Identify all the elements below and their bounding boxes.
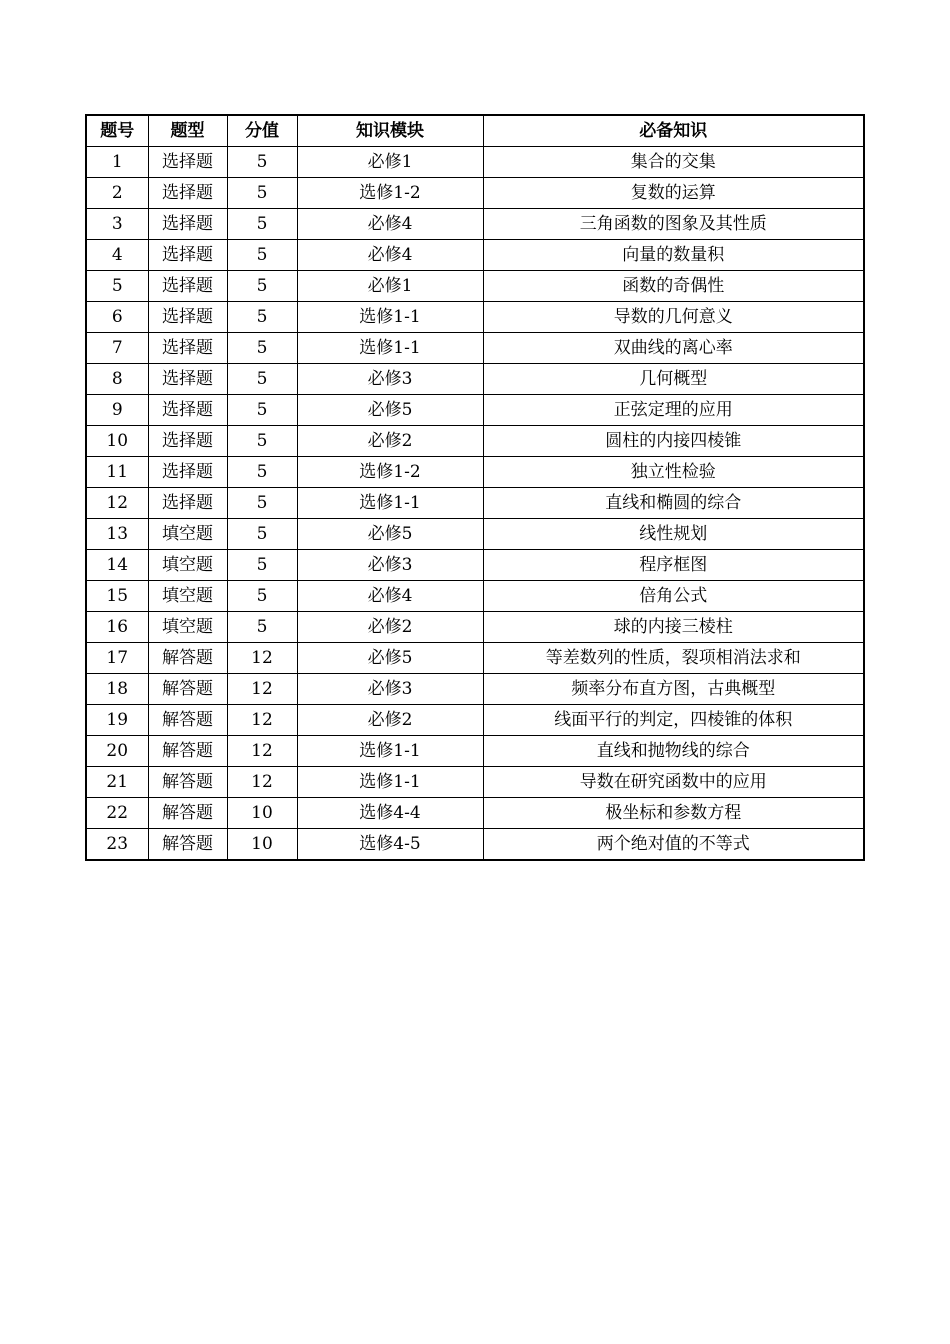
cell-required-knowledge: 向量的数量积 bbox=[483, 240, 864, 271]
cell-question-type: 填空题 bbox=[148, 519, 227, 550]
cell-required-knowledge: 极坐标和参数方程 bbox=[483, 798, 864, 829]
table-row bbox=[86, 395, 864, 426]
header-knowledge-module: 知识模块 bbox=[297, 115, 483, 147]
cell-question-number: 6 bbox=[86, 302, 148, 333]
cell-question-type: 选择题 bbox=[148, 364, 227, 395]
cell-question-number: 7 bbox=[86, 333, 148, 364]
cell-score: 5 bbox=[227, 333, 297, 364]
cell-question-type: 选择题 bbox=[148, 457, 227, 488]
table-row bbox=[86, 767, 864, 798]
table-row bbox=[86, 736, 864, 767]
cell-question-number: 16 bbox=[86, 612, 148, 643]
cell-required-knowledge: 直线和抛物线的综合 bbox=[483, 736, 864, 767]
cell-question-number: 17 bbox=[86, 643, 148, 674]
cell-question-type: 选择题 bbox=[148, 488, 227, 519]
cell-score: 5 bbox=[227, 209, 297, 240]
cell-question-number: 20 bbox=[86, 736, 148, 767]
cell-question-type: 填空题 bbox=[148, 612, 227, 643]
cell-question-type: 选择题 bbox=[148, 333, 227, 364]
cell-knowledge-module: 必修1 bbox=[297, 271, 483, 302]
cell-required-knowledge: 直线和椭圆的综合 bbox=[483, 488, 864, 519]
cell-question-type: 解答题 bbox=[148, 674, 227, 705]
cell-knowledge-module: 必修5 bbox=[297, 395, 483, 426]
cell-question-type: 填空题 bbox=[148, 581, 227, 612]
cell-question-number: 12 bbox=[86, 488, 148, 519]
table-row bbox=[86, 147, 864, 178]
cell-question-type: 选择题 bbox=[148, 178, 227, 209]
cell-knowledge-module: 选修4-5 bbox=[297, 829, 483, 861]
cell-score: 5 bbox=[227, 488, 297, 519]
table-row bbox=[86, 798, 864, 829]
table-row bbox=[86, 612, 864, 643]
table-row bbox=[86, 705, 864, 736]
cell-question-number: 2 bbox=[86, 178, 148, 209]
cell-question-type: 选择题 bbox=[148, 426, 227, 457]
cell-required-knowledge: 独立性检验 bbox=[483, 457, 864, 488]
cell-required-knowledge: 线性规划 bbox=[483, 519, 864, 550]
cell-question-number: 13 bbox=[86, 519, 148, 550]
cell-question-type: 选择题 bbox=[148, 395, 227, 426]
header-required-knowledge: 必备知识 bbox=[483, 115, 864, 147]
cell-question-number: 4 bbox=[86, 240, 148, 271]
header-question-number: 题号 bbox=[86, 115, 148, 147]
cell-required-knowledge: 双曲线的离心率 bbox=[483, 333, 864, 364]
cell-required-knowledge: 导数的几何意义 bbox=[483, 302, 864, 333]
cell-knowledge-module: 必修4 bbox=[297, 581, 483, 612]
cell-score: 5 bbox=[227, 581, 297, 612]
table-row bbox=[86, 674, 864, 705]
table-row bbox=[86, 643, 864, 674]
header-row bbox=[86, 115, 864, 147]
cell-score: 12 bbox=[227, 674, 297, 705]
header-score: 分值 bbox=[227, 115, 297, 147]
cell-score: 5 bbox=[227, 426, 297, 457]
table-row bbox=[86, 581, 864, 612]
table-row bbox=[86, 457, 864, 488]
cell-required-knowledge: 等差数列的性质，裂项相消法求和 bbox=[483, 643, 864, 674]
cell-score: 10 bbox=[227, 798, 297, 829]
table-row bbox=[86, 333, 864, 364]
cell-question-type: 解答题 bbox=[148, 798, 227, 829]
cell-knowledge-module: 选修1-2 bbox=[297, 178, 483, 209]
table-header bbox=[86, 115, 864, 147]
cell-question-number: 3 bbox=[86, 209, 148, 240]
cell-score: 5 bbox=[227, 395, 297, 426]
table-row bbox=[86, 240, 864, 271]
cell-required-knowledge: 球的内接三棱柱 bbox=[483, 612, 864, 643]
cell-required-knowledge: 几何概型 bbox=[483, 364, 864, 395]
cell-score: 12 bbox=[227, 736, 297, 767]
header-question-type: 题型 bbox=[148, 115, 227, 147]
table-row bbox=[86, 178, 864, 209]
cell-score: 5 bbox=[227, 240, 297, 271]
cell-score: 5 bbox=[227, 302, 297, 333]
cell-score: 5 bbox=[227, 147, 297, 178]
cell-required-knowledge: 函数的奇偶性 bbox=[483, 271, 864, 302]
cell-knowledge-module: 必修5 bbox=[297, 519, 483, 550]
cell-knowledge-module: 必修3 bbox=[297, 364, 483, 395]
cell-question-type: 解答题 bbox=[148, 767, 227, 798]
cell-knowledge-module: 选修1-1 bbox=[297, 302, 483, 333]
cell-required-knowledge: 正弦定理的应用 bbox=[483, 395, 864, 426]
cell-knowledge-module: 选修1-1 bbox=[297, 767, 483, 798]
cell-knowledge-module: 选修1-1 bbox=[297, 736, 483, 767]
cell-question-number: 11 bbox=[86, 457, 148, 488]
cell-required-knowledge: 集合的交集 bbox=[483, 147, 864, 178]
cell-question-number: 5 bbox=[86, 271, 148, 302]
cell-required-knowledge: 导数在研究函数中的应用 bbox=[483, 767, 864, 798]
table-row bbox=[86, 550, 864, 581]
cell-knowledge-module: 必修3 bbox=[297, 550, 483, 581]
cell-question-number: 21 bbox=[86, 767, 148, 798]
cell-score: 5 bbox=[227, 519, 297, 550]
cell-question-number: 15 bbox=[86, 581, 148, 612]
cell-knowledge-module: 必修2 bbox=[297, 426, 483, 457]
cell-knowledge-module: 必修2 bbox=[297, 612, 483, 643]
cell-question-number: 1 bbox=[86, 147, 148, 178]
cell-score: 5 bbox=[227, 612, 297, 643]
cell-knowledge-module: 选修4-4 bbox=[297, 798, 483, 829]
cell-question-number: 10 bbox=[86, 426, 148, 457]
table-row bbox=[86, 364, 864, 395]
cell-knowledge-module: 必修4 bbox=[297, 209, 483, 240]
cell-question-number: 9 bbox=[86, 395, 148, 426]
cell-score: 12 bbox=[227, 643, 297, 674]
cell-question-number: 18 bbox=[86, 674, 148, 705]
cell-required-knowledge: 程序框图 bbox=[483, 550, 864, 581]
table-row bbox=[86, 426, 864, 457]
table-row bbox=[86, 829, 864, 861]
cell-knowledge-module: 必修5 bbox=[297, 643, 483, 674]
table-row bbox=[86, 271, 864, 302]
cell-question-number: 22 bbox=[86, 798, 148, 829]
cell-question-number: 19 bbox=[86, 705, 148, 736]
table-body bbox=[86, 147, 864, 861]
cell-knowledge-module: 必修2 bbox=[297, 705, 483, 736]
cell-score: 12 bbox=[227, 767, 297, 798]
cell-required-knowledge: 三角函数的图象及其性质 bbox=[483, 209, 864, 240]
cell-required-knowledge: 频率分布直方图，古典概型 bbox=[483, 674, 864, 705]
table-row bbox=[86, 488, 864, 519]
cell-question-type: 解答题 bbox=[148, 736, 227, 767]
cell-score: 5 bbox=[227, 271, 297, 302]
cell-score: 5 bbox=[227, 178, 297, 209]
table-row bbox=[86, 519, 864, 550]
cell-question-type: 填空题 bbox=[148, 550, 227, 581]
cell-question-type: 选择题 bbox=[148, 209, 227, 240]
cell-knowledge-module: 选修1-1 bbox=[297, 488, 483, 519]
cell-score: 5 bbox=[227, 457, 297, 488]
cell-question-type: 解答题 bbox=[148, 705, 227, 736]
cell-question-type: 选择题 bbox=[148, 271, 227, 302]
cell-question-type: 选择题 bbox=[148, 240, 227, 271]
cell-knowledge-module: 选修1-2 bbox=[297, 457, 483, 488]
cell-required-knowledge: 线面平行的判定，四棱锥的体积 bbox=[483, 705, 864, 736]
cell-required-knowledge: 圆柱的内接四棱锥 bbox=[483, 426, 864, 457]
cell-knowledge-module: 必修1 bbox=[297, 147, 483, 178]
cell-question-type: 选择题 bbox=[148, 147, 227, 178]
cell-required-knowledge: 两个绝对值的不等式 bbox=[483, 829, 864, 861]
cell-question-number: 8 bbox=[86, 364, 148, 395]
cell-knowledge-module: 必修3 bbox=[297, 674, 483, 705]
cell-question-type: 解答题 bbox=[148, 643, 227, 674]
cell-question-number: 14 bbox=[86, 550, 148, 581]
knowledge-table bbox=[85, 114, 865, 861]
cell-score: 5 bbox=[227, 364, 297, 395]
cell-knowledge-module: 必修4 bbox=[297, 240, 483, 271]
cell-question-number: 23 bbox=[86, 829, 148, 861]
table-row bbox=[86, 209, 864, 240]
cell-knowledge-module: 选修1-1 bbox=[297, 333, 483, 364]
cell-score: 12 bbox=[227, 705, 297, 736]
cell-question-type: 选择题 bbox=[148, 302, 227, 333]
cell-required-knowledge: 复数的运算 bbox=[483, 178, 864, 209]
cell-required-knowledge: 倍角公式 bbox=[483, 581, 864, 612]
table-row bbox=[86, 302, 864, 333]
cell-score: 10 bbox=[227, 829, 297, 861]
cell-question-type: 解答题 bbox=[148, 829, 227, 861]
cell-score: 5 bbox=[227, 550, 297, 581]
